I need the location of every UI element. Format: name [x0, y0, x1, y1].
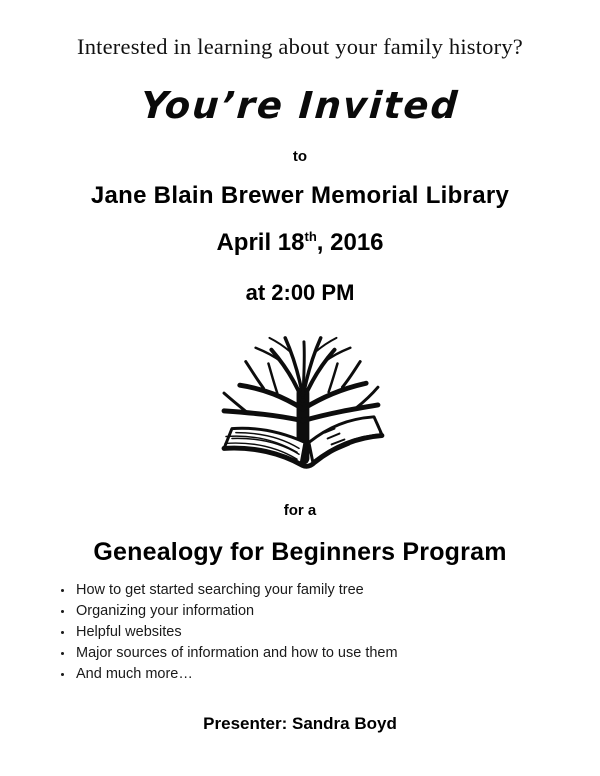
- event-date-ordinal: th: [304, 229, 317, 244]
- venue-name: Jane Blain Brewer Memorial Library: [90, 182, 510, 209]
- event-time: at 2:00 PM: [245, 280, 355, 305]
- event-date-year: , 2016: [316, 229, 384, 256]
- event-date-day: April 18: [216, 229, 305, 256]
- event-date: [0, 229, 600, 257]
- to-label: to: [292, 148, 308, 165]
- topic-item: • Major sources of information and how to use them: [74, 643, 600, 664]
- topic-item: • And much more…: [74, 664, 600, 685]
- topics-list: [0, 580, 600, 685]
- invitation-headline: You’re Invited: [139, 84, 461, 127]
- for-label: for a: [283, 502, 317, 519]
- topic-item: • Organizing your information: [74, 601, 600, 622]
- presenter-line: Presenter: Sandra Boyd: [203, 714, 397, 733]
- topic-item: • Helpful websites: [74, 622, 600, 643]
- intro-question: Interested in learning about your family history?: [77, 34, 523, 59]
- program-title: Genealogy for Beginners Program: [93, 538, 507, 566]
- family-tree-book-image: [0, 328, 600, 476]
- tree-book-icon: [214, 328, 386, 476]
- topic-item: • How to get started searching your family tree: [74, 580, 600, 601]
